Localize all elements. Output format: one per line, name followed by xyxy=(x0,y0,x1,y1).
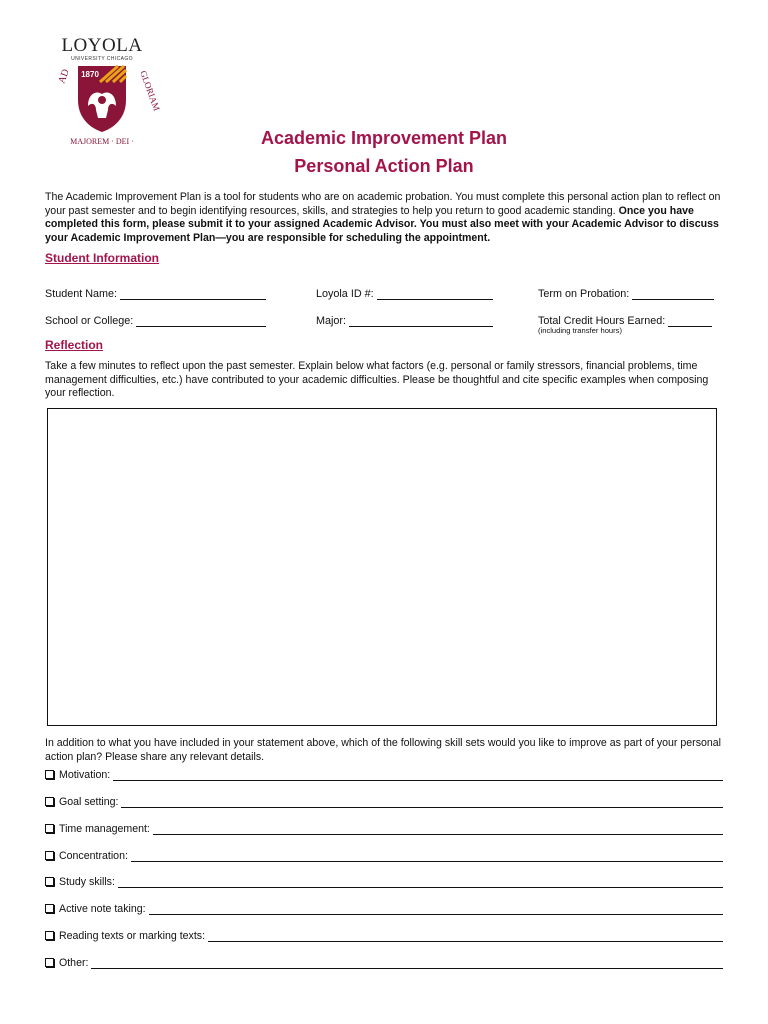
page-title: Academic Improvement Plan xyxy=(260,128,508,148)
term-on-probation-field xyxy=(538,288,714,300)
checkbox-icon[interactable] xyxy=(45,877,54,886)
skill-study-skills xyxy=(45,876,723,888)
skill-input[interactable] xyxy=(153,823,723,835)
checkbox-icon[interactable] xyxy=(45,904,54,913)
skill-label: Reading texts or marking texts: xyxy=(59,930,206,942)
motto-right: GLORIAM xyxy=(138,69,162,113)
school-field xyxy=(45,315,266,327)
loyola-id-input[interactable] xyxy=(377,288,493,300)
skill-input[interactable] xyxy=(118,876,723,888)
major-field xyxy=(316,315,493,327)
skill-motivation xyxy=(45,769,723,781)
school-input[interactable] xyxy=(136,315,266,327)
credit-hours-input[interactable] xyxy=(668,315,712,327)
skill-label: Motivation: xyxy=(59,769,111,781)
credit-hours-label: Total Credit Hours Earned: xyxy=(538,315,666,327)
motto-bottom: MAJOREM · DEI · xyxy=(70,137,134,146)
logo-year: 1870 xyxy=(81,70,99,79)
reflection-heading: Reflection xyxy=(45,338,104,352)
checkbox-icon[interactable] xyxy=(45,797,54,806)
student-information-heading: Student Information xyxy=(45,251,159,265)
logo-wordmark: LOYOLA xyxy=(61,35,143,56)
student-name-label: Student Name: xyxy=(45,288,118,300)
skill-label: Study skills: xyxy=(59,876,115,888)
skill-active-note-taking xyxy=(45,903,723,915)
skill-reading-texts xyxy=(45,930,723,942)
skill-input[interactable] xyxy=(113,769,723,781)
term-on-probation-input[interactable] xyxy=(632,288,714,300)
skill-time-management xyxy=(45,823,723,835)
term-on-probation-label: Term on Probation: xyxy=(538,288,630,300)
reflection-textbox[interactable] xyxy=(47,408,717,726)
loyola-id-field xyxy=(316,288,493,300)
motto-left: AD xyxy=(56,67,72,86)
skill-input[interactable] xyxy=(91,957,723,969)
skill-input[interactable] xyxy=(121,796,723,808)
checkbox-icon[interactable] xyxy=(45,851,54,860)
logo-subtitle: UNIVERSITY CHICAGO xyxy=(71,56,133,62)
loyola-id-label: Loyola ID #: xyxy=(316,288,374,300)
skill-label: Goal setting: xyxy=(59,796,119,808)
intro-text: The Academic Improvement Plan is a tool for students who are on academic probation. You must complete this personal action plan to reflect on your past semester and to begin identifying resources, skills, and strategies to help you return to good academic standing. xyxy=(45,191,721,217)
intro-paragraph xyxy=(45,191,725,245)
skill-goal-setting xyxy=(45,796,723,808)
checkbox-icon[interactable] xyxy=(45,770,54,779)
intro-instructions: Once you have completed this form, please submit it to your assigned Academic Advisor. You must also meet with your Academic Advisor to discuss your Academic Improvement Plan—you are responsible for scheduling the appointment. xyxy=(45,204,719,244)
checkbox-icon[interactable] xyxy=(45,824,54,833)
skill-label: Time management: xyxy=(59,823,150,835)
school-label: School or College: xyxy=(45,315,134,327)
student-name-input[interactable] xyxy=(120,288,266,300)
skill-label: Other: xyxy=(59,957,89,969)
skill-label: Concentration: xyxy=(59,850,128,862)
skill-concentration xyxy=(45,850,723,862)
reflection-prompt: Take a few minutes to reflect upon the past semester. Explain below what factors (e.g. personal or family stressors, financial problems, time management difficulties, etc.) have contributed to your academic difficulties. Please be thoughtful and cite specific examples when composing your reflection. xyxy=(45,360,709,399)
major-input[interactable] xyxy=(349,315,493,327)
checkbox-icon[interactable] xyxy=(45,958,54,967)
page-subtitle: Personal Action Plan xyxy=(294,156,474,176)
skills-prompt: In addition to what you have included in your statement above, which of the following skill sets would you like to improve as part of your personal action plan? Please share any relevant details. xyxy=(45,737,722,763)
skill-input[interactable] xyxy=(131,850,723,862)
credit-hours-note: (including transfer hours) xyxy=(538,326,622,335)
skill-input[interactable] xyxy=(149,903,723,915)
checkbox-icon[interactable] xyxy=(45,931,54,940)
skill-label: Active note taking: xyxy=(59,903,146,915)
major-label: Major: xyxy=(316,315,346,327)
skill-other xyxy=(45,957,723,969)
skill-input[interactable] xyxy=(208,930,723,942)
student-name-field xyxy=(45,288,266,300)
